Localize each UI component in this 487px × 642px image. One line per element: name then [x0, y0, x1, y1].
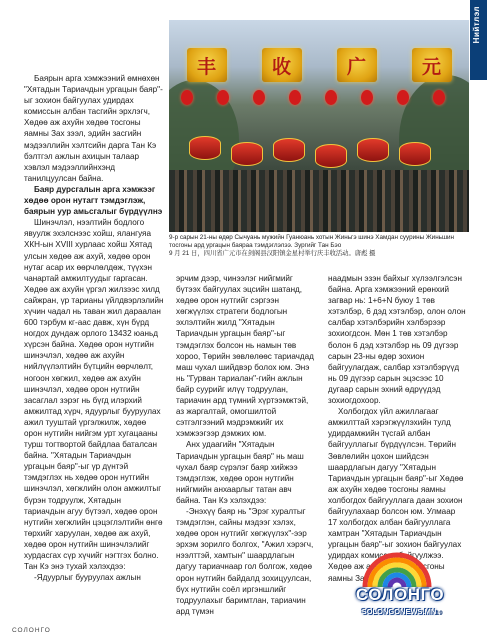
logo-wordmark: СОЛОНГО	[355, 585, 445, 604]
banner-character: 元	[412, 48, 452, 82]
lantern-icon	[325, 90, 337, 105]
drum-row	[169, 132, 469, 172]
section-subheading: Баяр дурсгалын арга хэмжээг хөдөө орон нутагт тэмдэглэж, баярын уур амьсгалыг бүрдүүлнэ	[24, 184, 163, 217]
page-number: 19	[436, 611, 443, 617]
section-tab-label: Нийтлэл	[472, 6, 481, 44]
paragraph: Шинэчлэл, нээлтийн бодлого явуулж эхэлснээс хойш, ялангуяа ХКН-ын XVIII хурлаас хойш Хятад улсын хөдөө аж ахуй, хөдөө орон нутаг асар их өөрчлөлдөж, түүхэн чанартай амжилтуудыг гаргасан. Хөдөө аж ахуйн үргэл жилзээс хилд сайжран, үр тарианы үйлдвэрлэлийн хүчин чадал нь таван жил дараалан 600 тэрбум кг-аас давж, хүн бүрд ногдох дундаж орлого 13432 юаньд хүрсэн байна. Хөдөө орон нутгийн шинэчлэл, хөдөө аж ахуйн нийлүүлэлтийн бүтцийн өөрчлөлт, ногоон хөгжил, хөдөө аж ахуйн шинэчлэл, хөдөө орон нутгийн засаглал зэрэг нь бүгд илэрхий амжилтад хүрч, ядуурлыг бууруулах ажил тууштай үргэлжилж, хөдөө орон нутгийн нийгэм урт хугацааны турш тогтвортой байдлаа баталсан байна. "Хятадын Тариачдын ургацын баяр"-ыг үр дүнтэй тэмдэглэх нь хөдөө орон нутгийн шинэчлэл, хөгжлийн олон амжилтыг бүрэн тодруулж, Хятадын тариачдын агуу бүтээл, хөдөө орон нутгийн хөгжлийн цэцэглэлтийн өнгө төрхийг харуулан, хөдөө аж ахуй, хөдөө орон нутгийн шинэчлэлийг хурдасгах сүр хүчийг нэгтгэх болно. Тан Кэ энэ тухай хэлэхдээ:	[24, 218, 164, 572]
banner-character: 广	[337, 48, 377, 82]
article-column-1	[24, 73, 164, 583]
drum-icon	[399, 142, 431, 166]
section-tab	[470, 0, 487, 80]
paragraph: Холбогдох үйл ажиллагааг амжилттай хэрэгжүүлэхийн тулд удирдамжийн түсгай албан байгууллагыг бүрдүүлсэн. Төрийн Зөвлөлийн цохон шийдсэн шаардлагын дагуу "Хятадын Тариачдын ургацын баяр"-ыг Хөдөө аж ахуйн хөдөө тосгоны яамны холбогдох байгууллага даан зохион байгуулахаар болсон юм. Улмаар 17 холбогдох албан байгууллага хамтран "Хятадын Тариачдын ургацын баяр"-ыг зохион байгуулах удирдах комиссыг байгуулжээ. Хөдөө аж ахуйн хөдөө тосгоны яамны Зах зээл,	[328, 407, 464, 583]
banner-character: 丰	[187, 48, 227, 82]
lantern-icon	[181, 90, 193, 105]
caption-chinese: 9 月 21 日，四川省广元市在剑阁县汉阳镇金星村举行庆丰收活动。唐彪 摄	[169, 250, 376, 258]
article-column-3	[328, 273, 466, 584]
lantern-icon	[289, 90, 301, 105]
solongo-logo	[343, 541, 453, 631]
festival-banner	[169, 48, 469, 82]
paragraph: наадмын эзэн байхыг хүлээлгэлсэн байна. Арга хэмжээний ерөнхий загвар нь: 1+6+N буюу 1 төв хэтэлбэр, 6 дэд хэтэлбэр, олон олон салбар хэтэлбэрийн хэлбэрээр зохиогдсон. Мөн 1 төв хэтэлбэр болон 6 дэд хэтэлбэр нь 09 дүгээр сарын 23-ны өдөр зохион байгуулагдаж, салбар хэтэлбэрүүд нь 09 дүгээр сарын эцэсээс 10 дугаар сарын эхний өдрүүдэд зохиогдохоор.	[328, 274, 466, 406]
paragraph: Анх удаагийн "Хятадын Тариачдын ургацын баяр" нь маш чухал баяр сүрэлэг баяр хийжээ тэмдэглэж, хөдөө орон нутгийн нийгмийн анхаарлыг татан авч байна. Тан Кэ хэлэхдээ:	[176, 440, 304, 505]
drum-icon	[273, 138, 305, 162]
crowd	[169, 170, 469, 232]
lantern-icon	[397, 90, 409, 105]
article-column-2	[176, 273, 316, 617]
logo-url: SOLONGONEWS.MN	[361, 607, 437, 616]
lantern-icon	[361, 90, 373, 105]
banner-character: 收	[262, 48, 302, 82]
drum-icon	[189, 136, 221, 160]
drum-icon	[231, 142, 263, 166]
harvest-festival-photo	[169, 20, 469, 232]
lantern-icon	[433, 90, 445, 105]
magazine-name-footer: СОЛОНГО	[12, 627, 51, 634]
caption-mongolian: 9-р сарын 21-ны өдөр Сычуань мужийн Гуанюань хотын Жиньгэ шинэ Хамдан суурины Жиньшин тосгоны ард ургацын баяраа тэмдэглэлээ. Зургийг Тан Бэо	[169, 234, 455, 250]
lantern-icon	[253, 90, 265, 105]
red-lanterns	[169, 90, 469, 108]
paragraph: -Ядуурлыг бууруулах ажлын	[34, 573, 141, 583]
rainbow-icon	[357, 541, 437, 591]
drum-icon	[315, 144, 347, 168]
drum-icon	[357, 138, 389, 162]
paragraph: -Энэхүү баяр нь "Эрэг хуралтыг тэмдэглэн, сайны мэдээг хэлэх, хөдөө орон нутгийг хөгжүүлэх"-ээр эрхэм зорилго болгох, "Ажил хэрэгч, нээлттэй, хамтын" шаардлагын дагуу тариачнаар гол болгож, хөдөө орон нутгийн байдалд зохицуулсан, бүх нутгийн соёл иргэншлийг тодруулахыг баримтлан, тариачин ард түмэн	[176, 506, 314, 616]
photo-caption	[169, 234, 469, 259]
paragraph: эрчим дээр, чинээлэг нийгмийг бүтээх байгуулах эцсийн шатанд, хөдөө орон нутгийг сэргээн хөгжүүлэх стратеги бодлогын эхлэлтийн жилд "Хятадын Тариачдын ургацын баяр"-ыг тэмдэглэх болсон нь намын төв хороо, Төрийн зөвлөлөөс тариачдад маш чухал шийдвэр болох юм. Энэ нь "Гурван тариалан"-гийн ажлын байр суурийг илүү тодруулан, тариачин ард түмний хүртээмжтэй, аз жаргалтай, омогшилтой сэтгэлгээний мэдрэмжийг их хэмжээгээр дэмжих юм.	[176, 274, 314, 439]
lantern-icon	[217, 90, 229, 105]
paragraph: Баярын арга хэмжээний өмнөхөн "Хятадын Тариачдын ургацын баяр"-ыг зохион байгуулах удирдах комиссын албан тасгийн эрхлэгч, Хөдөө аж ахуйн хөдөө тосгоны яамны Зах зээл, эдийн засгийн мэдээллийн хэлтсийн дарга Тан Кэ бэлтгэл ажлын ахицын талаар хэвлэл мэдээллийнхэнд танилцуулсан байна.	[24, 74, 163, 183]
